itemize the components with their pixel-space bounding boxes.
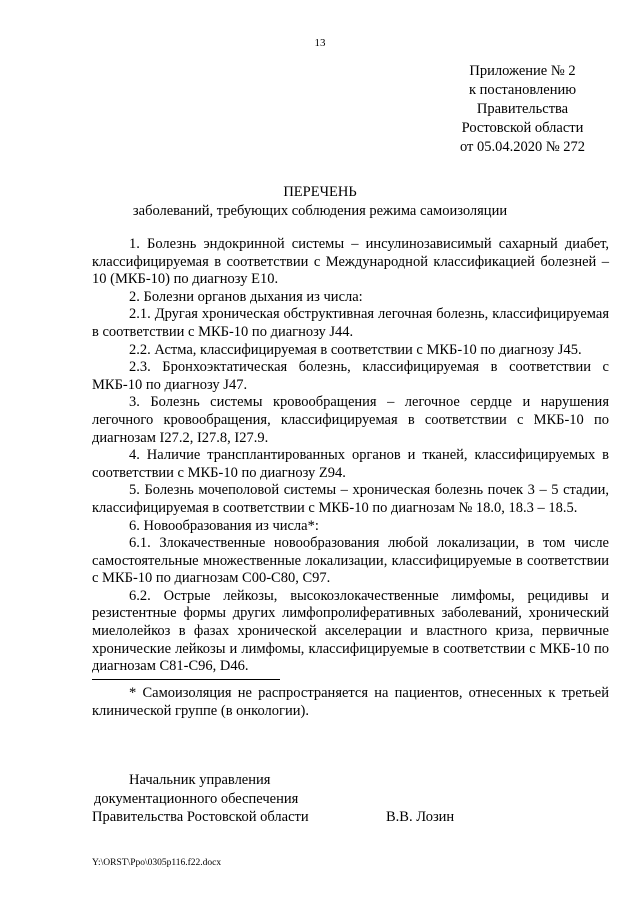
disease-list — [92, 236, 609, 676]
list-item: 6.1. Злокачественные новообразования любой локализации, в том числе самостоятельные множественные локализации, классифицируемые в соответствии с МКБ-10 по диагнозам С00-С80, С97. — [92, 535, 609, 587]
file-path: Y:\ORST\Ppo\0305p116.f22.docx — [92, 858, 222, 868]
list-item: 2.2. Астма, классифицируемая в соответствии с МКБ-10 по диагнозу J45. — [129, 341, 582, 358]
list-item: 2.3. Бронхоэктатическая болезнь, классифицируемая в соответствии с МКБ-10 по диагнозу J47. — [92, 359, 609, 393]
footnote-text: * Самоизоляция не распространяется на пациентов, отнесенных к третьей клинической группе (в онкологии). — [92, 685, 609, 719]
list-item: 2. Болезни органов дыхания из числа: — [129, 288, 363, 305]
list-item: 6. Новообразования из числа*: — [129, 517, 319, 534]
footnote-divider — [92, 679, 280, 680]
signer-block — [92, 771, 352, 827]
list-item: 2.1. Другая хроническая обструктивная легочная болезнь, классифицируемая в соответствии с МКБ-10 по диагнозу J44. — [92, 306, 609, 340]
list-item: 3. Болезнь системы кровообращения – легочное сердце и нарушения легочного кровообращения, классифицируемая в соответствии с МКБ-10 по диагнозам I27.2, I27.8, I27.9. — [92, 394, 609, 446]
footnote — [92, 684, 609, 720]
signer-title-line: Правительства Ростовской области — [92, 809, 309, 826]
appendix-line: Ростовской области — [461, 120, 584, 136]
appendix-line: Правительства — [476, 101, 569, 117]
signer-title-line: документационного обеспечения — [94, 790, 299, 807]
page-number: 13 — [314, 37, 326, 49]
appendix-line: Приложение № 2 — [469, 63, 576, 79]
appendix-line: от 05.04.2020 № 272 — [459, 139, 586, 155]
list-item: 1. Болезнь эндокринной системы – инсулинозависимый сахарный диабет, классифицируемая в соответствии с Международной классификацией болезней – 10 (МКБ-10) по диагнозу Е10. — [92, 236, 609, 288]
list-item: 6.2. Острые лейкозы, высокозлокачественные лимфомы, рецидивы и резистентные формы других лимфопролиферативных заболеваний, хронический миелолейкоз в фазах хронической акселерации и властного криза, первичные хронические лейкозы и лимфомы, классифицируемые в соответствии с МКБ-10 по диагнозам С81-С96, D46. — [92, 587, 609, 675]
list-item: 4. Наличие трансплантированных органов и тканей, классифицируемых в соответствии с МКБ-10 по диагнозу Z94. — [92, 447, 609, 481]
appendix-line: к постановлению — [468, 82, 577, 98]
signer-name: В.В. Лозин — [386, 809, 455, 825]
list-item: 5. Болезнь мочеполовой системы – хроническая болезнь почек 3 – 5 стадии, классифицируемая в соответствии с МКБ-10 по диагнозам № 18.0, 18.3 – 18.5. — [92, 482, 609, 516]
document-subtitle: заболеваний, требующих соблюдения режима самоизоляции — [132, 203, 508, 219]
signer-title-line: Начальник управления — [129, 772, 271, 788]
appendix-header — [440, 62, 605, 157]
document-title: ПЕРЕЧЕНЬ — [283, 184, 357, 200]
